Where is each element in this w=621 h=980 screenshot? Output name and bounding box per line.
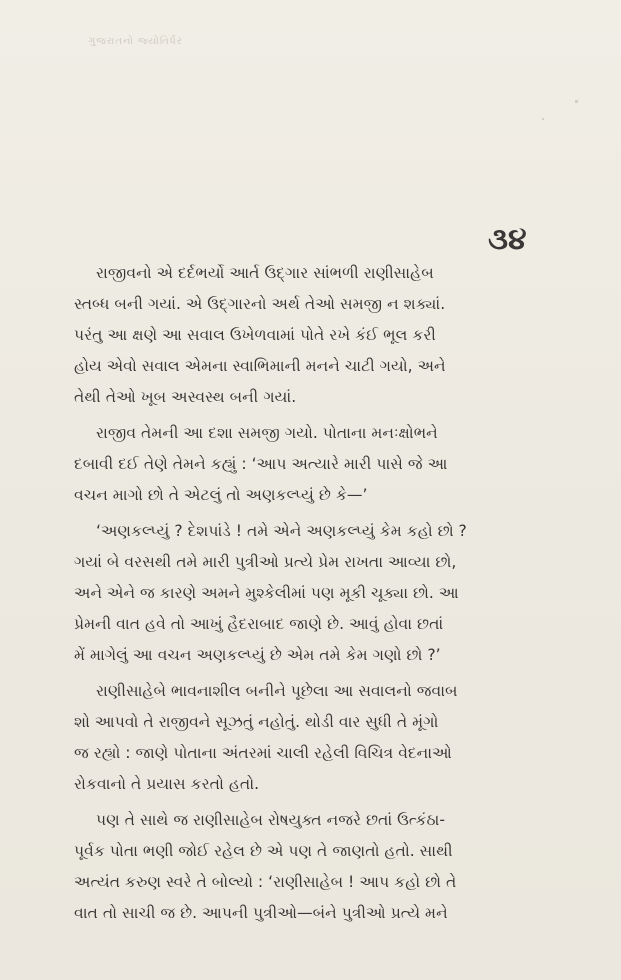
- text-line: જ રહ્યો : જાણે પોતાના અંતરમાં ચાલી રહેલી વિચિત્ર વેદનાઓ: [74, 744, 452, 762]
- text-line: ‘અણકલ્પ્યું ? દેશપાંડે ! તમે એને અણકલ્પ્યું કેમ કહો છો ?: [96, 522, 467, 540]
- body-text: [74, 258, 594, 929]
- text-line: વાત તો સાચી જ છે. આપની પુત્રીઓ—બંને પુત્રીઓ પ્રત્યે મને: [74, 904, 448, 922]
- text-line: રાણીસાહેબે ભાવનાશીલ બનીને પૂછેલા આ સવાલનો જવાબ: [96, 682, 458, 700]
- text-line: શો આપવો તે રાજીવને સૂઝતું નહોતું. થોડી વાર સુધી તે મૂંગો: [74, 713, 439, 731]
- text-line: ગયાં બે વરસથી તમે મારી પુત્રીઓ પ્રત્યે પ્રેમ રાખતા આવ્યા છો,: [74, 553, 457, 571]
- text-line: પ્રેમની વાત હવે તો આખું હૈદરાબાદ જાણે છે. આવું હોવા છતાં: [74, 615, 444, 633]
- text-line: મેં માગેલું આ વચન અણકલ્પ્યું છે એમ તમે કેમ ગણો છો ?’: [74, 646, 441, 664]
- paper-speck: [542, 118, 544, 120]
- text-line: પરંતુ આ ક્ષણે આ સવાલ ઉખેળવામાં પોતે રખે કંઈ ભૂલ કરી: [74, 326, 436, 344]
- page-number: ૩૪: [488, 222, 527, 257]
- text-line: તેથી તેઓ ખૂબ અસ્વસ્થ બની ગયાં.: [74, 388, 297, 406]
- text-line: અત્યંત કરુણ સ્વરે તે બોલ્યો : ‘રાણીસાહેબ ! આપ કહો છો તે: [74, 873, 457, 891]
- text-line: રોકવાનો તે પ્રયાસ કરતો હતો.: [74, 775, 260, 793]
- text-line: દબાવી દઈ તેણે તેમને કહ્યું : ‘આપ અત્યારે મારી પાસે જે આ: [74, 455, 448, 473]
- text-line: રાજીવનો એ દર્દભર્યો આર્ત ઉદ્‌ગાર સાંભળી રાણીસાહેબ: [96, 264, 434, 282]
- text-line: પૂર્વક પોતા ભણી જોઈ રહેલ છે એ પણ તે જાણતો હતો. સાથી: [74, 842, 453, 860]
- text-line: રાજીવ તેમની આ દશા સમજી ગયો. પોતાના મનઃક્ષોભને: [96, 424, 438, 442]
- text-line: સ્તબ્ધ બની ગયાં. એ ઉદ્‌ગારનો અર્થ તેઓ સમજી ન શક્યાં.: [74, 295, 446, 313]
- text-line: અને એને જ કારણે અમને મુશ્કેલીમાં પણ મૂકી ચૂક્યા છો. આ: [74, 584, 459, 602]
- paper-speck: [575, 100, 578, 103]
- running-head: ગુજરાતનો જ્યોતિર્ધર: [88, 36, 183, 47]
- text-line: વચન માગો છો તે એટલું તો અણકલ્પ્યું છે કે—’: [74, 486, 368, 504]
- text-line: પણ તે સાથે જ રાણીસાહેબ રોષયુક્ત નજરે છતાં ઉત્કંઠા-: [96, 811, 445, 829]
- text-line: હોય એવો સવાલ એમના સ્વાભિમાની મનને ચાટી ગયો, અને: [74, 357, 446, 375]
